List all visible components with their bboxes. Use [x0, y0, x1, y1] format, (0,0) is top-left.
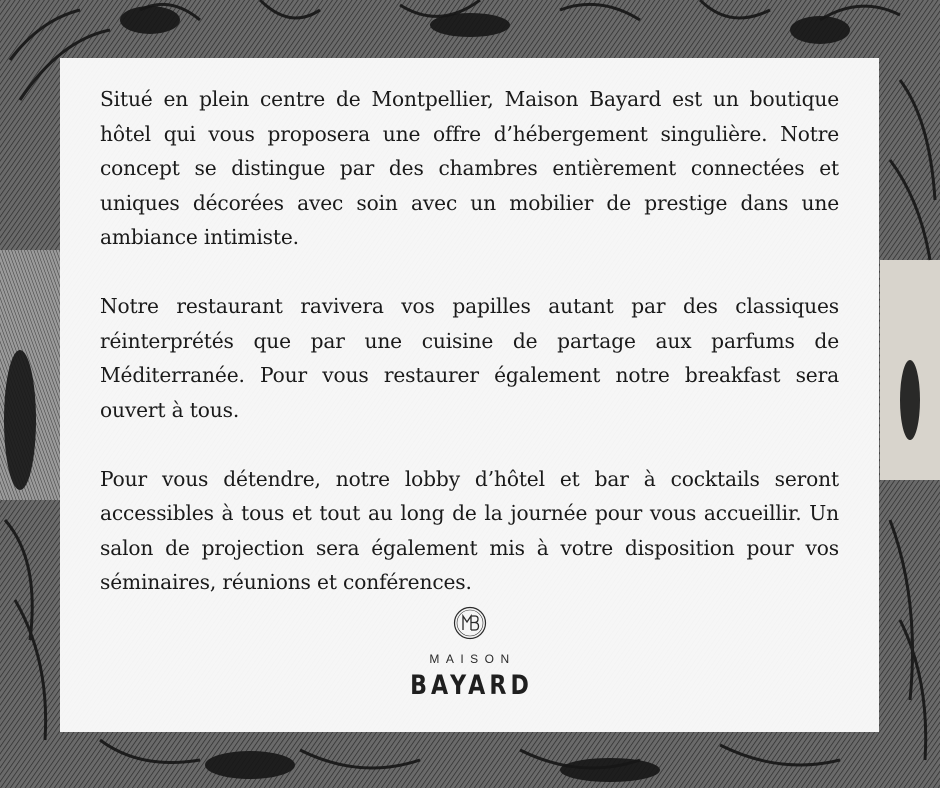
- paragraph-hotel: Situé en plein centre de Montpellier, Maison Bayard est un boutique hôtel qui vous proposera une offre d’hébergement singulière. Notre concept se distingue par des chambres entièrement connectées et uniques décorées avec soin avec un mobilier de prestige dans une ambiance intimiste.: [100, 87, 839, 249]
- logo-maison: MAISON: [429, 652, 516, 666]
- mb-monogram-icon: [453, 606, 487, 640]
- maison-bayard-logo: [60, 606, 879, 701]
- text-panel: [60, 58, 879, 732]
- paragraph-restaurant: Notre restaurant ravivera vos papilles autant par des classiques réinterprétés que par une cuisine de partage aux parfums de Méditerranée. Pour vous restaurer également notre breakfast sera ouvert à tous.: [100, 294, 839, 422]
- paragraph-lobby: Pour vous détendre, notre lobby d’hôtel et bar à cocktails seront accessibles à tous et tout au long de la journée pour vous accueillir. Un salon de projection sera également mis à votre disposition pour vos séminaires, réunions et conférences.: [100, 466, 839, 594]
- logo-bayard: BAYARD: [410, 670, 534, 701]
